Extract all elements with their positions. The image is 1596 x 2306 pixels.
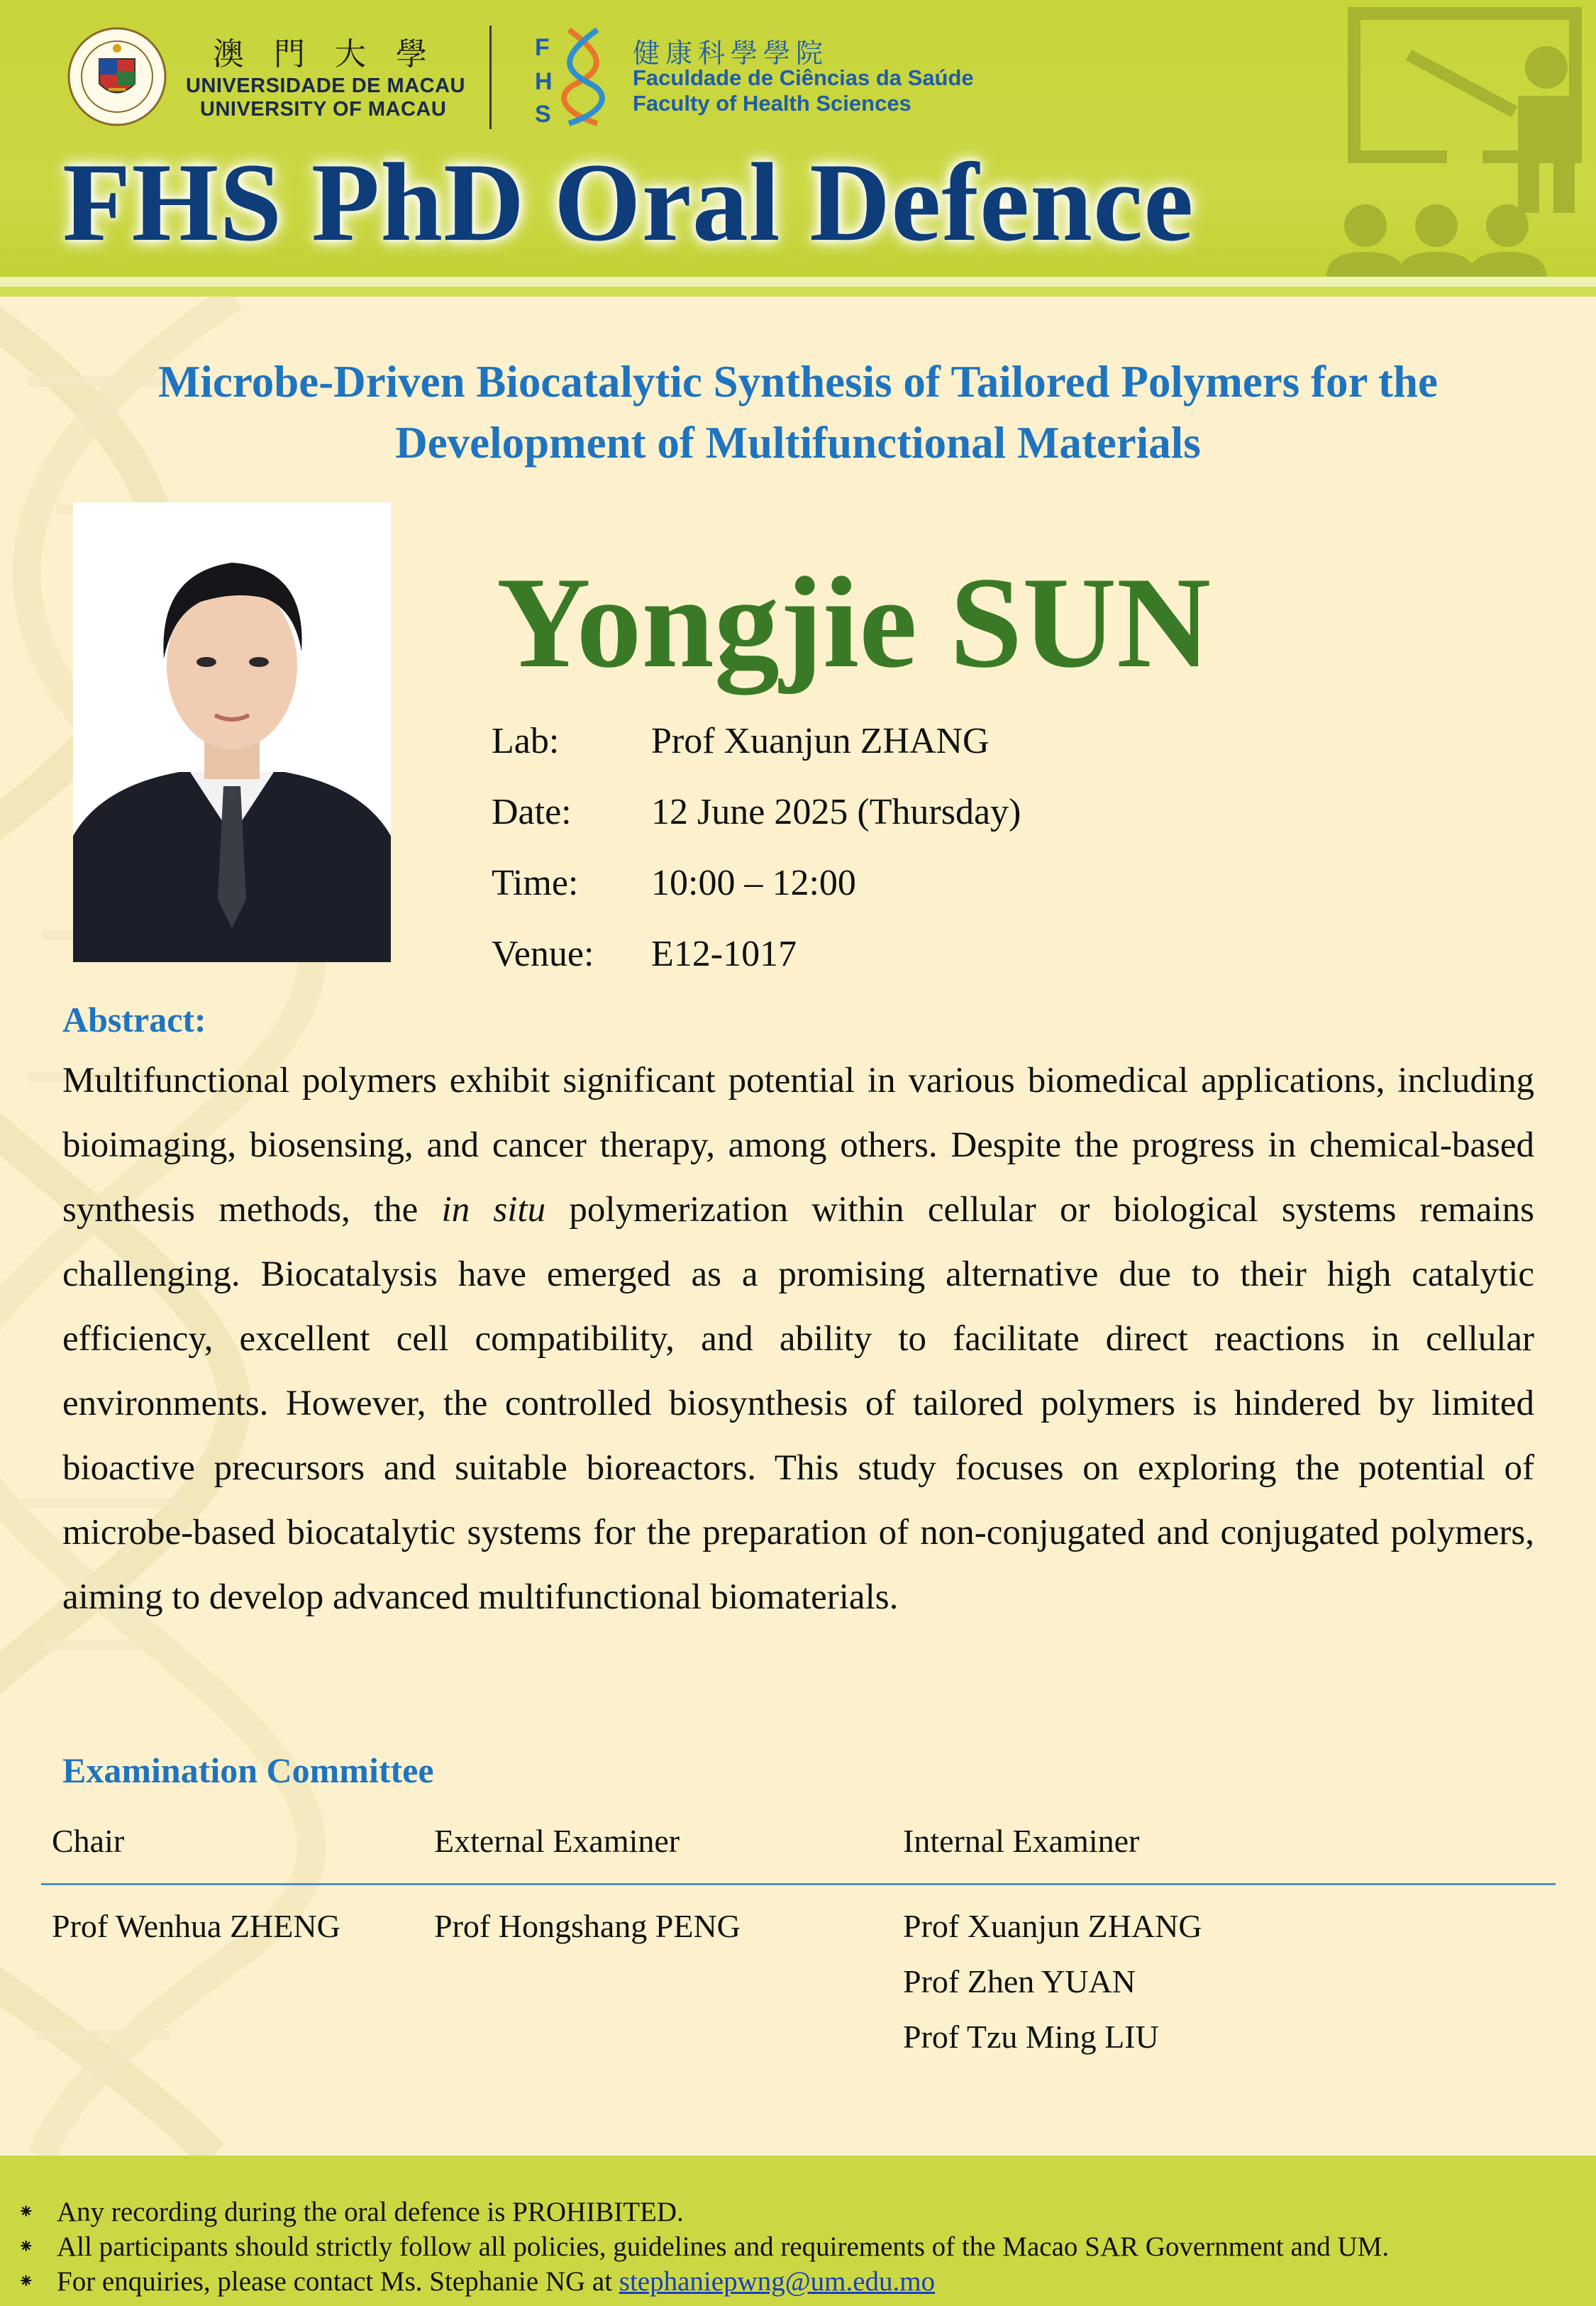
committee-heading: Examination Committee bbox=[62, 1750, 434, 1790]
detail-label: Time: bbox=[492, 863, 579, 903]
detail-label: Lab: bbox=[492, 721, 560, 761]
event-title: FHS PhD Oral Defence bbox=[62, 140, 1195, 265]
header-stripe-light bbox=[0, 277, 1596, 287]
thesis-title-line-2: Development of Multifunctional Materials bbox=[395, 418, 1201, 468]
committee-divider bbox=[41, 1883, 1556, 1885]
detail-label: Date: bbox=[492, 792, 572, 832]
committee-role-chair: Chair bbox=[52, 1823, 125, 1859]
fhs-name-english: Faculty of Health Sciences bbox=[633, 91, 911, 116]
abstract-text-part-2: polymerization within cellular or biological systems remains challenging. Biocatalysis have emerged as a promising alternative due to their high catalytic efficiency, excellent cell compatibility, and ability to facilitate direct reactions in cellular environments. However, the controlled biosynthesis of tailored polymers is hindered by limited bioactive precursors and suitable bioreactors. This study focuses on exploring the potential of microbe-based biocatalytic systems for the preparation of non-conjugated and conjugated polymers, aiming to develop advanced multifunctional biomaterials. bbox=[62, 1190, 1534, 1617]
um-name-portuguese: UNIVERSIDADE DE MACAU bbox=[186, 75, 465, 97]
note-policies bbox=[18, 2231, 1389, 2263]
svg-text:H: H bbox=[535, 68, 553, 95]
asterisk-bullet-icon: ⁕ bbox=[18, 2234, 35, 2258]
committee-role-external: External Examiner bbox=[434, 1823, 680, 1859]
note-recording bbox=[18, 2196, 684, 2228]
note-text: All participants should strictly follow all policies, guidelines and requirements of the Macao SAR Government and UM. bbox=[57, 2231, 1390, 2262]
committee-role-internal: Internal Examiner bbox=[903, 1823, 1140, 1859]
header-banner bbox=[0, 0, 1596, 277]
header-divider bbox=[489, 26, 492, 129]
detail-value: 10:00 – 12:00 bbox=[651, 863, 856, 903]
note-text: For enquiries, please contact Ms. Stephanie NG at bbox=[57, 2266, 619, 2297]
svg-text:S: S bbox=[535, 101, 551, 126]
detail-value: 12 June 2025 (Thursday) bbox=[651, 792, 1021, 832]
footer-notes bbox=[0, 2156, 1596, 2306]
um-name-english: UNIVERSITY OF MACAU bbox=[200, 98, 447, 121]
thesis-title-line-1: Microbe-Driven Biocatalytic Synthesis of Tailored Polymers for the bbox=[157, 357, 1439, 407]
committee-member: Prof Wenhua ZHENG bbox=[52, 1908, 340, 1944]
um-name-chinese: 澳 門 大 學 bbox=[213, 36, 437, 72]
asterisk-bullet-icon: ⁕ bbox=[18, 2200, 35, 2223]
committee-member: Prof Xuanjun ZHANG bbox=[903, 1908, 1202, 1944]
university-of-macau-seal-icon bbox=[67, 27, 167, 126]
abstract-italic-term: in situ bbox=[441, 1190, 546, 1230]
candidate-portrait bbox=[73, 502, 391, 962]
asterisk-bullet-icon: ⁕ bbox=[18, 2269, 35, 2293]
presentation-audience-icon bbox=[1305, 0, 1596, 277]
committee-member: Prof Hongshang PENG bbox=[434, 1908, 741, 1944]
candidate-name: Yongjie SUN bbox=[497, 550, 1211, 695]
contact-email-link[interactable]: stephaniepwng@um.edu.mo bbox=[619, 2266, 936, 2297]
committee-member: Prof Zhen YUAN bbox=[903, 1963, 1136, 1999]
abstract-body bbox=[62, 1049, 1534, 1630]
thesis-title bbox=[43, 351, 1553, 473]
fhs-name-portuguese: Faculdade de Ciências da Saúde bbox=[633, 65, 974, 90]
abstract-heading: Abstract: bbox=[62, 1000, 206, 1039]
svg-text:F: F bbox=[535, 34, 550, 61]
note-text: Any recording during the oral defence is PROHIBITED. bbox=[57, 2197, 684, 2227]
header-stripe-green bbox=[0, 287, 1596, 297]
fhs-name-chinese: 健康科學學院 bbox=[633, 38, 829, 69]
detail-value: Prof Xuanjun ZHANG bbox=[651, 721, 990, 761]
portrait-figure-icon bbox=[73, 502, 391, 962]
detail-label: Venue: bbox=[492, 934, 594, 974]
fhs-dna-logo-icon bbox=[533, 27, 613, 126]
abstract-text-part-1: Multifunctional polymers exhibit significant potential in various biomedical applications, including bioimaging, biosensing, and cancer therapy, among others. Despite the progress in chemical-based synthesis methods, the bbox=[62, 1061, 1534, 1230]
note-enquiries bbox=[18, 2266, 935, 2297]
detail-value: E12-1017 bbox=[651, 934, 797, 974]
committee-member: Prof Tzu Ming LIU bbox=[903, 2019, 1159, 2055]
